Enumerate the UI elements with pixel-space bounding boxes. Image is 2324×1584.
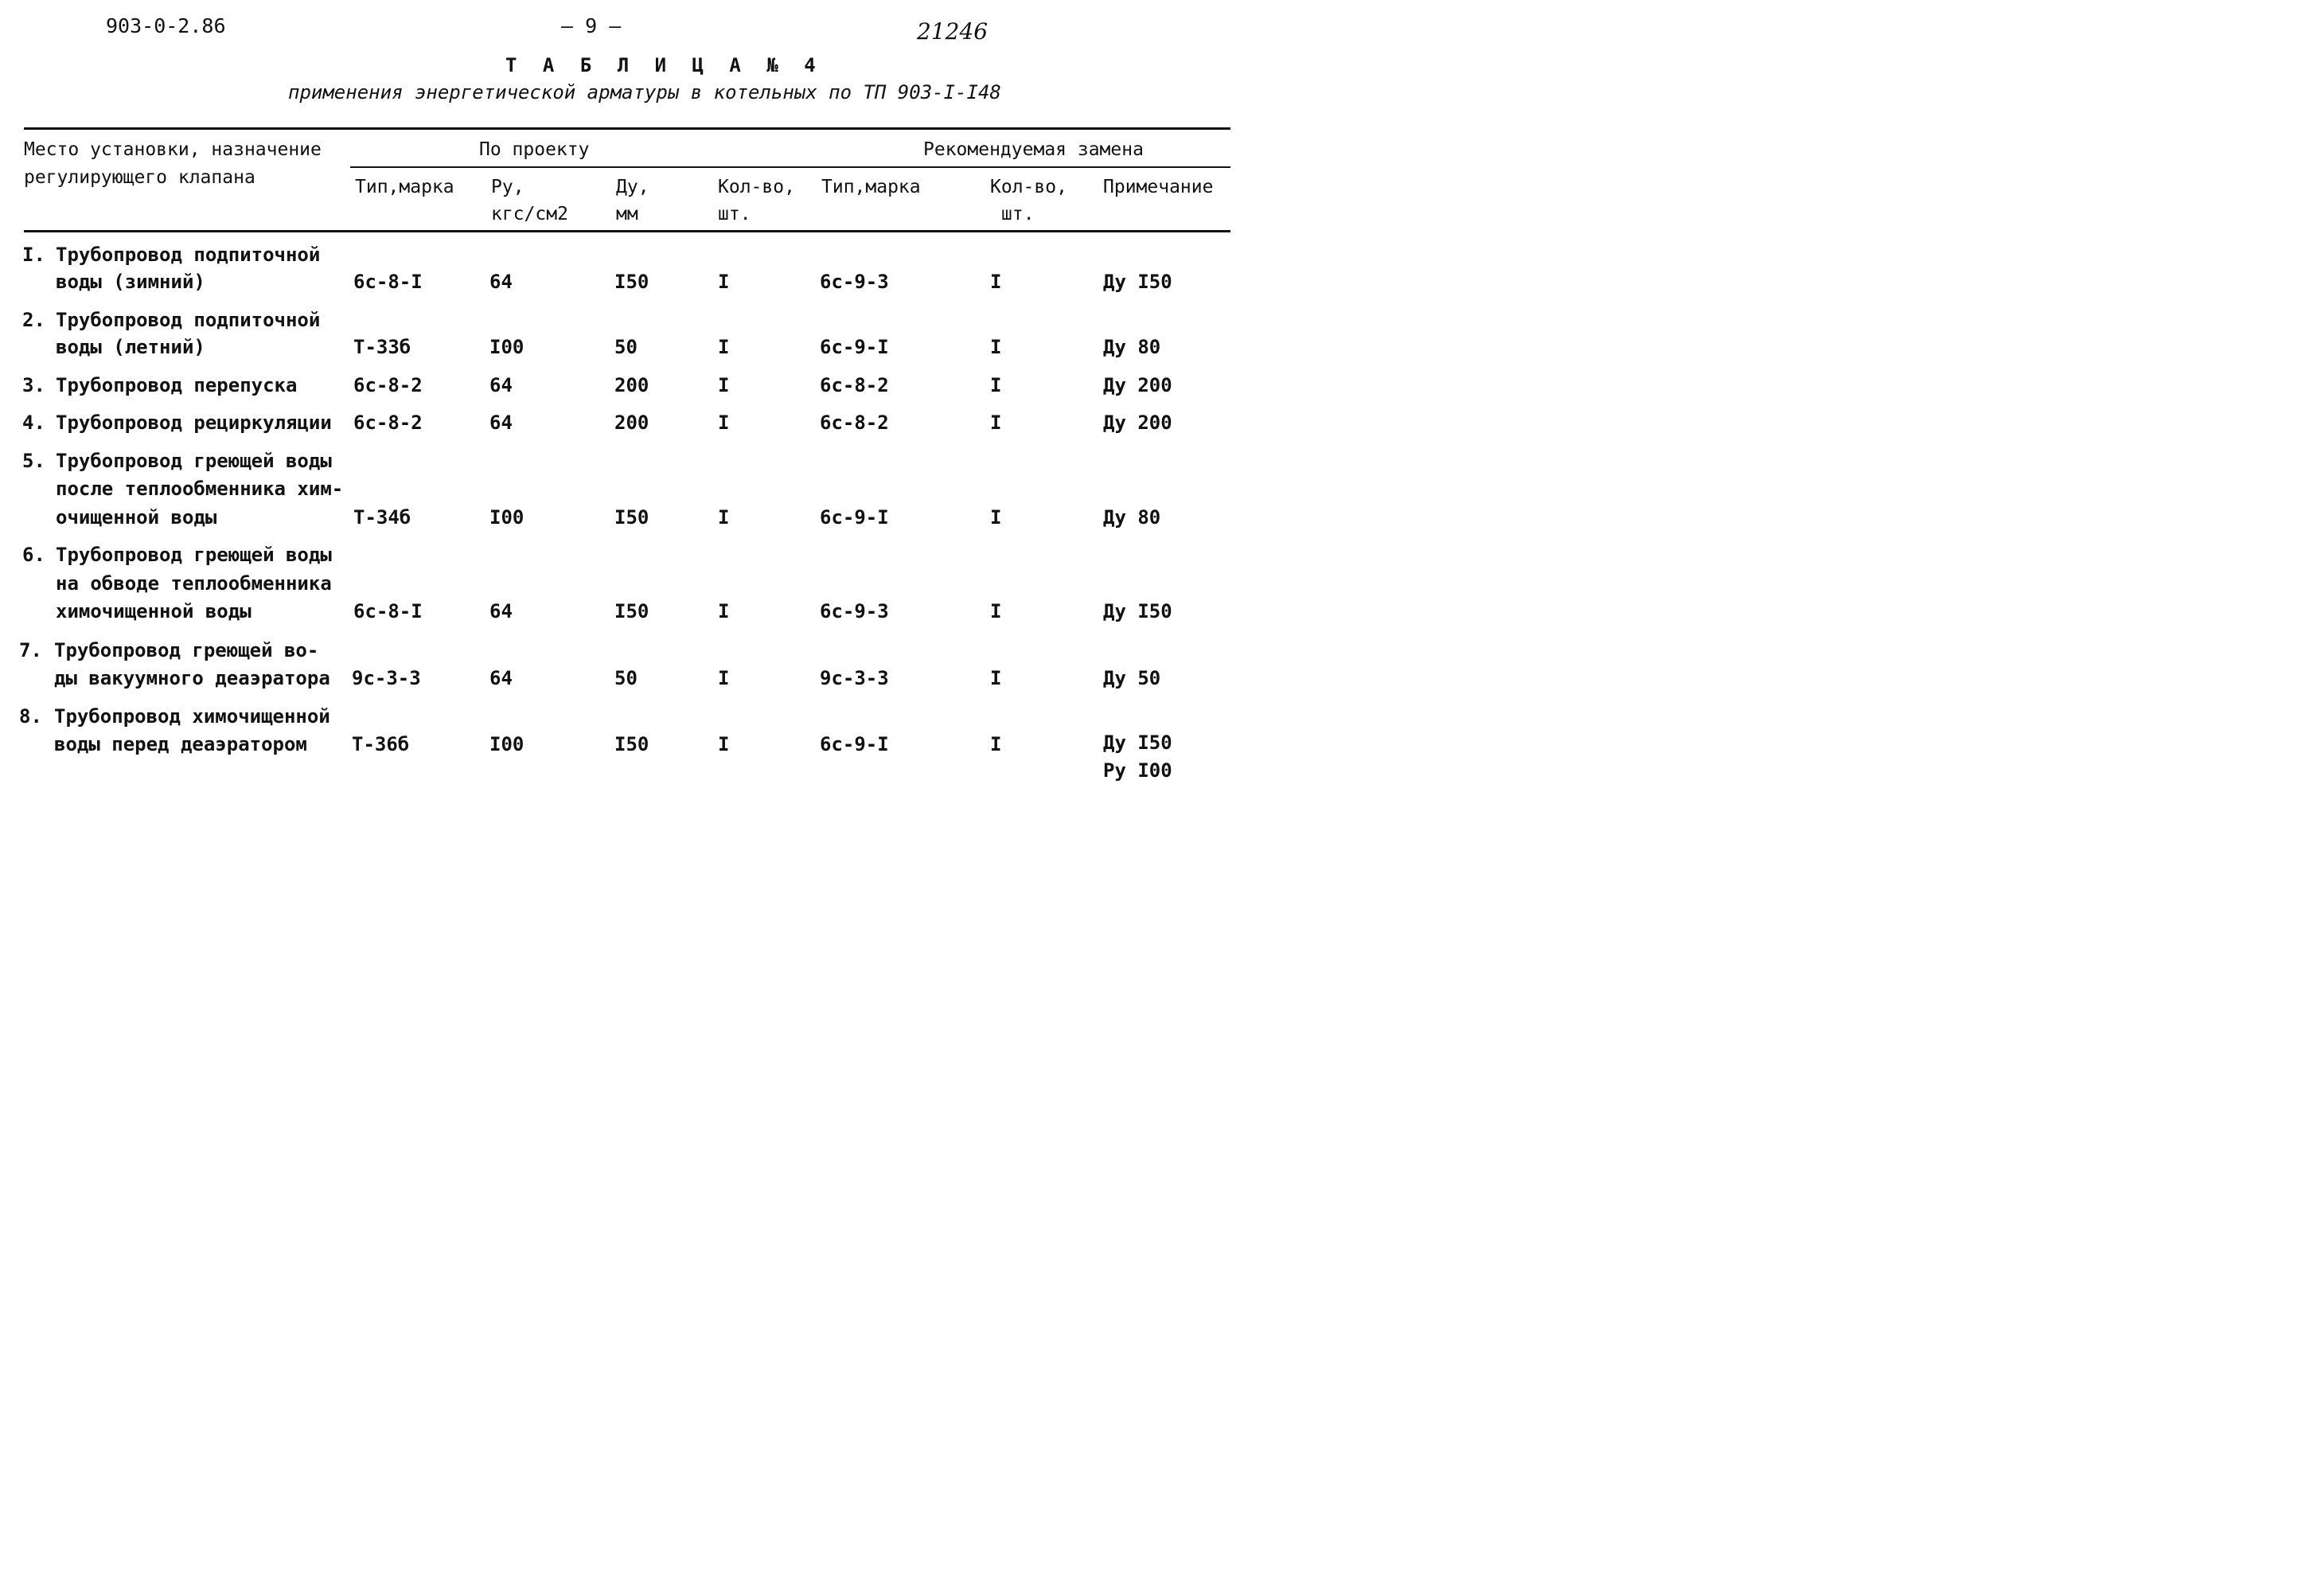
row-1-ru: 64 — [489, 271, 513, 293]
row-1-note-line-1: Ду I50 — [1103, 271, 1172, 293]
row-7-ru: 64 — [489, 667, 513, 689]
row-7-rec-qty: I — [990, 667, 1002, 689]
header-bottom-rule — [24, 230, 1230, 232]
row-8-note-line-2: Ру I00 — [1103, 759, 1172, 782]
row-4-location-line-1: Трубопровод рециркуляции — [56, 412, 332, 434]
row-3-number: 3. — [22, 374, 45, 396]
row-3-type: 6с-8-2 — [353, 374, 423, 396]
row-7-qty: I — [718, 667, 730, 689]
page-number: – 9 – — [561, 14, 622, 37]
row-8-location-line-2: воды перед деаэратором — [54, 733, 307, 755]
row-2-du: 50 — [614, 336, 638, 358]
header-du-line-1: Ду, — [616, 177, 649, 197]
row-4-rec-type: 6с-8-2 — [820, 412, 889, 434]
row-2-number: 2. — [22, 309, 45, 331]
table-top-rule — [24, 127, 1230, 130]
row-6-location-line-3: химочищенной воды — [56, 600, 252, 622]
row-4-number: 4. — [22, 412, 45, 434]
row-8-type: Т-36б — [352, 733, 410, 755]
row-4-type: 6с-8-2 — [353, 412, 423, 434]
row-4-ru: 64 — [489, 412, 513, 434]
row-3-location-line-1: Трубопровод перепуска — [56, 374, 298, 396]
row-2-location-line-2: воды (летний) — [56, 336, 205, 358]
row-6-rec-qty: I — [990, 600, 1002, 622]
row-8-rec-type: 6с-9-I — [820, 733, 889, 755]
row-3-ru: 64 — [489, 374, 513, 396]
row-3-note-line-1: Ду 200 — [1103, 374, 1172, 396]
row-3-qty: I — [718, 374, 730, 396]
row-6-location-line-1: Трубопровод греющей воды — [56, 544, 332, 566]
row-8-du: I50 — [614, 733, 649, 755]
row-5-du: I50 — [614, 506, 649, 529]
row-8-location-line-1: Трубопровод химочищенной — [54, 705, 330, 728]
group-header-rule — [350, 166, 1230, 168]
row-8-note-line-1: Ду I50 — [1103, 732, 1172, 754]
row-5-location-line-1: Трубопровод греющей воды — [56, 450, 332, 472]
row-4-rec-qty: I — [990, 412, 1002, 434]
row-4-du: 200 — [614, 412, 649, 434]
row-7-du: 50 — [614, 667, 638, 689]
row-6-type: 6с-8-I — [353, 600, 423, 622]
row-3-du: 200 — [614, 374, 649, 396]
header-qty-line-2: шт. — [718, 204, 751, 224]
header-recommended: Рекомендуемая замена — [923, 139, 1144, 160]
header-ru-line-1: Ру, — [491, 177, 524, 197]
header-rec-qty-line-1: Кол-во, — [990, 177, 1067, 197]
row-7-type: 9с-3-3 — [352, 667, 421, 689]
row-2-type: Т-33б — [353, 336, 411, 358]
row-1-du: I50 — [614, 271, 649, 293]
row-8-number: 8. — [19, 705, 42, 728]
row-7-rec-type: 9с-3-3 — [820, 667, 889, 689]
header-rec-qty-line-2: шт. — [1001, 204, 1035, 224]
header-qty-line-1: Кол-во, — [718, 177, 795, 197]
row-2-rec-type: 6с-9-I — [820, 336, 889, 358]
row-1-qty: I — [718, 271, 730, 293]
row-5-note-line-1: Ду 80 — [1103, 506, 1161, 529]
header-rec-type-mark: Тип,марка — [821, 177, 921, 197]
row-5-location-line-3: очищенной воды — [56, 506, 217, 529]
header-location-line-1: Место установки, назначение — [24, 139, 322, 160]
document-code: 903-0-2.86 — [106, 14, 226, 37]
row-4-qty: I — [718, 412, 730, 434]
row-5-rec-type: 6с-9-I — [820, 506, 889, 529]
header-ru-line-2: кгс/см2 — [491, 204, 568, 224]
row-6-du: I50 — [614, 600, 649, 622]
row-2-location-line-1: Трубопровод подпиточной — [56, 309, 321, 331]
row-1-number: I. — [22, 244, 45, 266]
row-6-number: 6. — [22, 544, 45, 566]
row-7-location-line-1: Трубопровод греющей во- — [54, 639, 319, 661]
row-5-type: Т-34б — [353, 506, 411, 529]
row-6-qty: I — [718, 600, 730, 622]
row-1-location-line-2: воды (зимний) — [56, 271, 205, 293]
row-6-location-line-2: на обводе теплообменника — [56, 572, 332, 595]
row-1-rec-type: 6с-9-3 — [820, 271, 889, 293]
header-du-line-2: мм — [616, 204, 638, 224]
row-1-rec-qty: I — [990, 271, 1002, 293]
row-5-location-line-2: после теплообменника хим- — [56, 478, 344, 500]
row-2-ru: I00 — [489, 336, 524, 358]
row-7-location-line-2: ды вакуумного деаэратора — [54, 667, 330, 689]
row-5-number: 5. — [22, 450, 45, 472]
handwritten-number: 21246 — [917, 18, 988, 45]
header-location-line-2: регулирующего клапана — [24, 167, 255, 188]
table-subtitle: применения энергетической арматуры в котельных по ТП 903-I-I48 — [288, 81, 1001, 103]
row-7-note-line-1: Ду 50 — [1103, 667, 1161, 689]
row-2-qty: I — [718, 336, 730, 358]
header-type-mark: Тип,марка — [355, 177, 454, 197]
row-2-rec-qty: I — [990, 336, 1002, 358]
row-6-ru: 64 — [489, 600, 513, 622]
table-title: Т А Б Л И Ц А № 4 — [505, 54, 823, 76]
header-note: Примечание — [1103, 177, 1214, 197]
row-1-location-line-1: Трубопровод подпиточной — [56, 244, 321, 266]
row-8-qty: I — [718, 733, 730, 755]
row-5-qty: I — [718, 506, 730, 529]
row-5-rec-qty: I — [990, 506, 1002, 529]
row-7-number: 7. — [19, 639, 42, 661]
row-6-note-line-1: Ду I50 — [1103, 600, 1172, 622]
row-8-ru: I00 — [489, 733, 524, 755]
row-4-note-line-1: Ду 200 — [1103, 412, 1172, 434]
row-8-rec-qty: I — [990, 733, 1002, 755]
row-2-note-line-1: Ду 80 — [1103, 336, 1161, 358]
row-3-rec-type: 6с-8-2 — [820, 374, 889, 396]
header-by-project: По проекту — [479, 139, 590, 160]
row-5-ru: I00 — [489, 506, 524, 529]
row-3-rec-qty: I — [990, 374, 1002, 396]
row-1-type: 6с-8-I — [353, 271, 423, 293]
row-6-rec-type: 6с-9-3 — [820, 600, 889, 622]
